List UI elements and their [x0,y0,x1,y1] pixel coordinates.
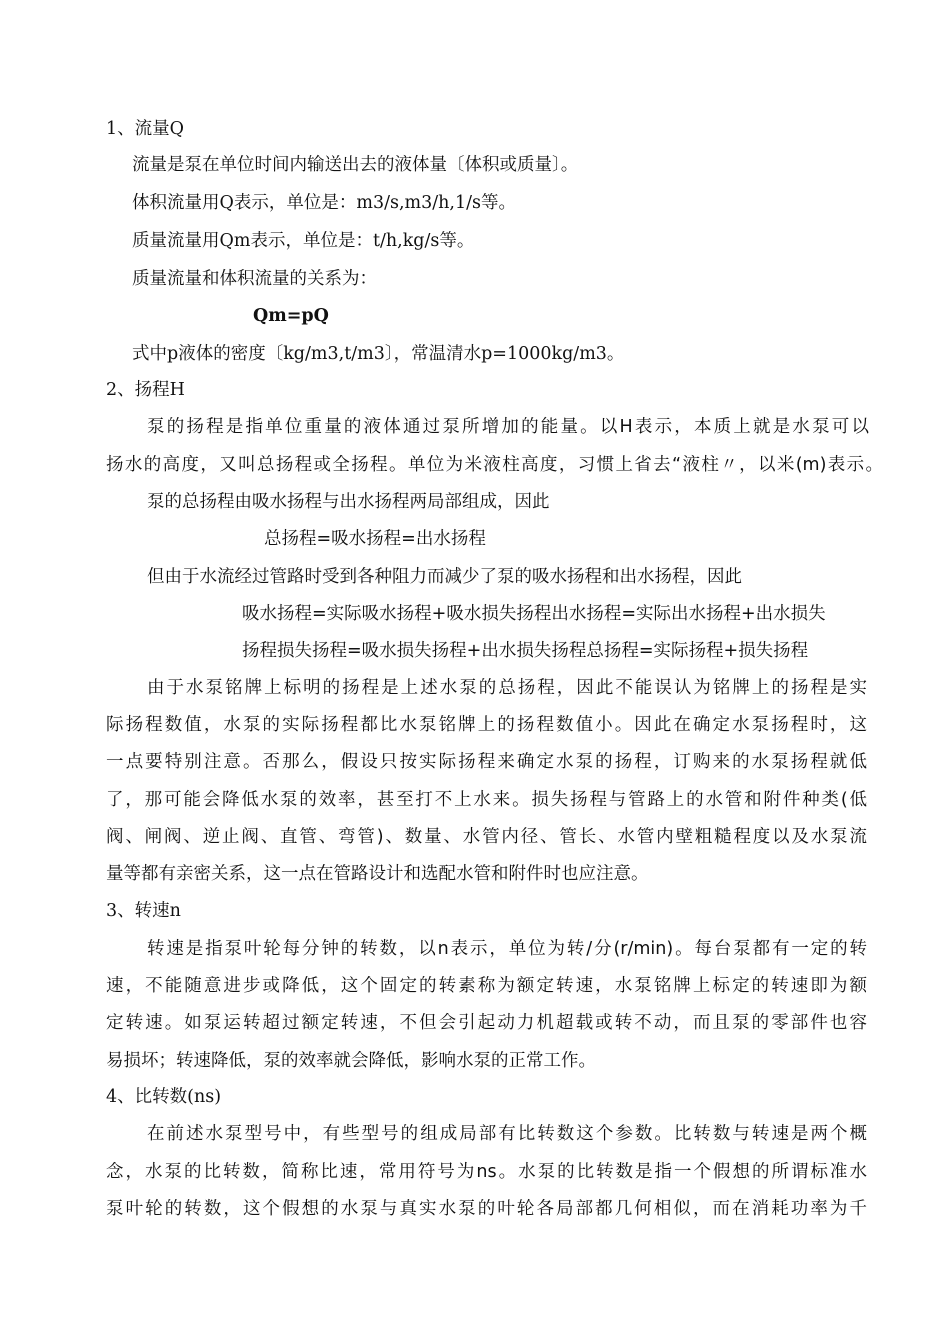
section-4-heading: 4、比转数(ns) [106,1087,222,1107]
body-line: 流量是泵在单位时间内输送出去的液体量〔体积或质量〕。 [132,155,579,175]
body-line: 泵的总扬程由吸水扬程与出水扬程两局部组成，因此 [147,492,550,512]
section-3-heading: 3、转速n [106,901,181,921]
body-line: 质量流量用Qm表示，单位是：t/h,kg/s等。 [132,231,475,251]
body-line: 质量流量和体积流量的关系为： [132,269,377,289]
body-line: 由于水泵铭牌上标明的扬程是上述水泵的总扬程，因此不能误认为铭牌上的扬程是实 [147,678,867,698]
body-line: 泵叶轮的转数，这个假想的水泵与真实水泵的叶轮各局部都几何相似，而在消耗功率为千 [106,1199,867,1219]
body-line: 际扬程数值，水泵的实际扬程都比水泵铭牌上的扬程数值小。因此在确定水泵扬程时，这 [106,715,867,735]
body-line: 在前述水泵型号中，有些型号的组成局部有比转数这个参数。比转数与转速是两个概 [147,1124,867,1144]
formula-suction-head: 吸水扬程=实际吸水扬程+吸水损失扬程出水扬程=实际出水扬程+出水损失 [242,604,826,624]
section-2-heading: 2、扬程H [106,380,185,400]
body-line: 速，不能随意进步或降低，这个固定的转素称为额定转速，水泵铭牌上标定的转速即为额 [106,976,867,996]
density-note: 式中p液体的密度〔kg/m3,t/m3〕，常温清水p=1000kg/m3。 [132,344,625,364]
body-line: 量等都有亲密关系，这一点在管路设计和选配水管和附件时也应注意。 [106,864,649,884]
body-line: 定转速。如泵运转超过额定转速，不但会引起动力机超载或转不动，而且泵的零部件也容 [106,1013,867,1033]
body-line: 念，水泵的比转数，简称比速，常用符号为ns。水泵的比转数是指一个假想的所谓标准水 [106,1162,867,1182]
body-line: 但由于水流经过管路时受到各种阻力而减少了泵的吸水扬程和出水扬程，因此 [147,567,742,587]
formula-total-head: 总扬程=吸水扬程=出水扬程 [264,529,486,549]
section-1-heading: 1、流量Q [106,119,184,139]
body-line: 扬水的高度，又叫总扬程或全扬程。单位为米液柱高度，习惯上省去“液柱〃，以米(m)表示。 [106,455,883,475]
body-line: 阀、闸阀、逆止阀、直管、弯管)、数量、水管内径、管长、水管内壁粗糙程度以及水泵流 [106,827,867,847]
body-line: 一点要特别注意。否那么，假设只按实际扬程来确定水泵的扬程，订购来的水泵扬程就低 [106,752,867,772]
formula-qm: Qm=pQ [253,306,329,326]
body-line: 易损坏；转速降低，泵的效率就会降低，影响水泵的正常工作。 [106,1051,596,1071]
formula-loss-head: 扬程损失扬程=吸水损失扬程+出水损失扬程总扬程=实际扬程+损失扬程 [242,641,809,661]
body-line: 了，那可能会降低水泵的效率，甚至打不上水来。损失扬程与管路上的水管和附件种类(低 [106,790,867,810]
body-line: 转速是指泵叶轮每分钟的转数，以n表示，单位为转/分(r/min)。每台泵都有一定的转 [147,939,867,959]
body-line: 泵的扬程是指单位重量的液体通过泵所增加的能量。以H表示，本质上就是水泵可以 [147,417,869,437]
body-line: 体积流量用Q表示，单位是：m3/s,m3/h,1/s等。 [132,193,516,213]
